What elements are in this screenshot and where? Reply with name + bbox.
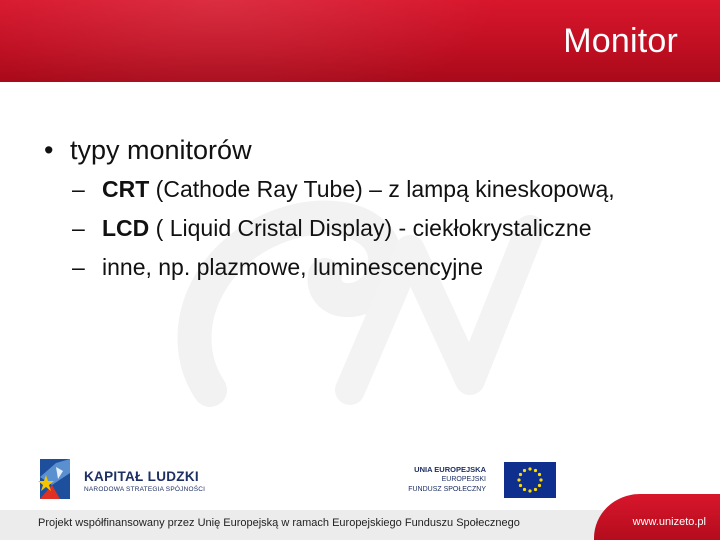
- logo-subtitle: NARODOWA STRATEGIA SPÓJNOŚCI: [84, 486, 206, 493]
- dash-marker: –: [72, 254, 85, 280]
- eu-logo-line3: FUNDUSZ SPOŁECZNY: [408, 486, 486, 493]
- dash-marker: –: [72, 176, 85, 202]
- header-bar: [0, 0, 720, 82]
- eu-logo-text: [408, 464, 486, 495]
- eu-logo-line2: EUROPEJSKI: [441, 476, 486, 483]
- slide-title: Monitor: [563, 22, 678, 60]
- eu-flag-icon: [504, 462, 556, 498]
- eu-logo-line1: UNIA EUROPEJSKA: [414, 465, 486, 474]
- cofinancing-text: Projekt współfinansowany przez Unię Europejską w ramach Europejskiego Funduszu Społecznego: [38, 517, 520, 529]
- sub-bullet-lcd: [72, 214, 684, 242]
- definition-lcd: ( Liquid Cristal Display) - ciekłokrystaliczne: [149, 215, 592, 241]
- website-url[interactable]: www.unizeto.pl: [632, 516, 706, 528]
- sub-bullet-crt: [72, 175, 684, 203]
- term-lcd: LCD: [102, 215, 150, 241]
- bullet-marker: •: [44, 135, 54, 165]
- definition-crt: (Cathode Ray Tube) – z lampą kineskopową,: [149, 176, 615, 202]
- definition-other: inne, np. plazmowe, luminescencyjne: [102, 254, 483, 280]
- dash-marker: –: [72, 215, 85, 241]
- kapital-ludzki-logo: [36, 455, 266, 505]
- header-decoration: [0, 0, 500, 82]
- sub-bullet-list: [44, 175, 684, 281]
- bullet-text: typy monitorów: [70, 135, 252, 165]
- kapital-ludzki-emblem-icon: [36, 455, 74, 503]
- slide-content: [44, 132, 684, 292]
- sub-bullet-other: [72, 253, 684, 281]
- bullet-item: [44, 132, 684, 168]
- term-crt: CRT: [102, 176, 150, 202]
- eu-logo: [398, 462, 558, 502]
- logo-title: KAPITAŁ LUDZKI: [84, 469, 199, 484]
